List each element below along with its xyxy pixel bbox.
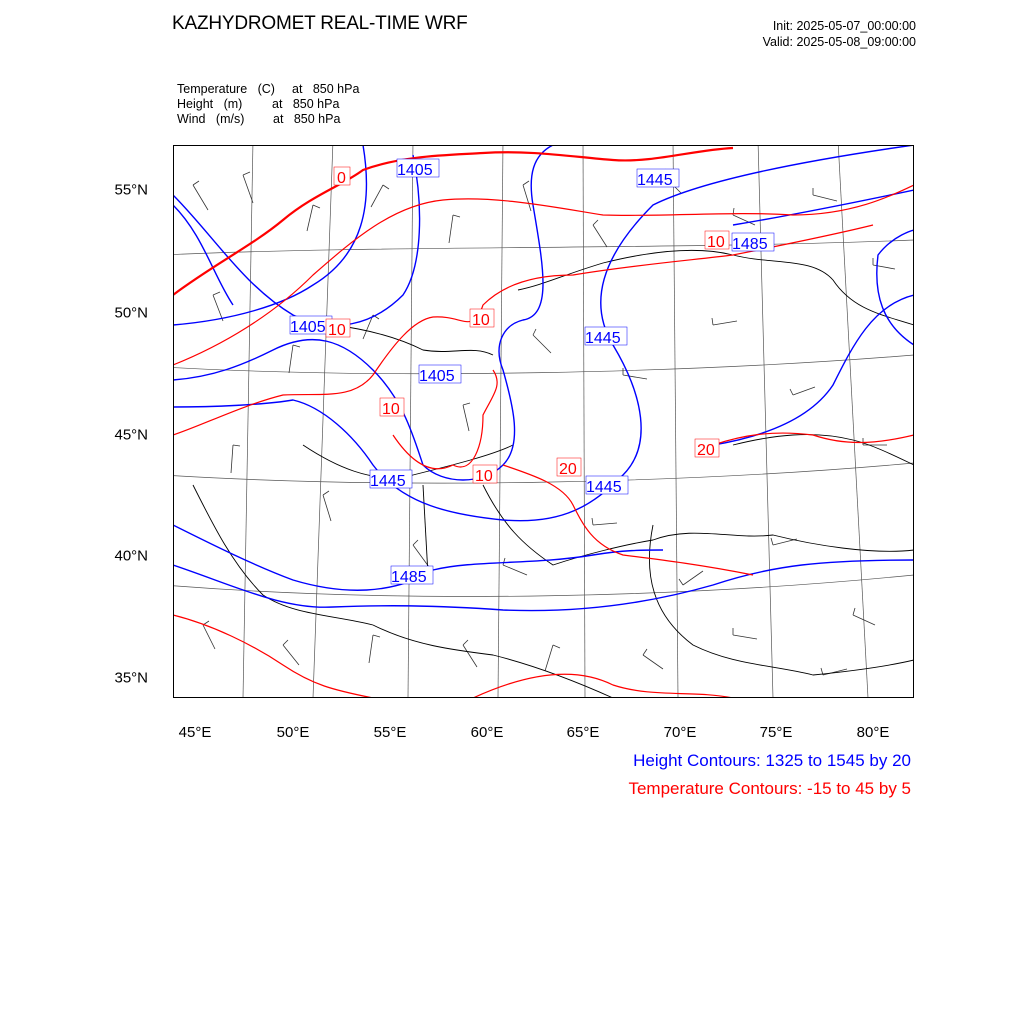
run-times [763, 18, 916, 50]
lat-label: 50°N [114, 304, 148, 322]
valid-time: Valid: 2025-05-08_09:00:00 [762, 35, 916, 49]
field-list [177, 82, 359, 127]
field-unit: (m) [223, 97, 243, 111]
field-name: Wind [177, 112, 206, 126]
lat-label: 35°N [114, 669, 148, 687]
map-frame [174, 146, 914, 698]
temperature-label: 20 [697, 442, 715, 459]
field-name: Temperature [177, 82, 248, 96]
temperature-label: 10 [475, 468, 493, 485]
height-label: 1445 [637, 172, 673, 189]
height-label: 1445 [370, 473, 406, 490]
height-contour-legend: Height Contours: 1325 to 1545 by 20 [633, 751, 911, 770]
temperature-label: 10 [707, 234, 725, 251]
temperature-label: 20 [559, 461, 577, 478]
lon-label: 45°E [178, 724, 212, 741]
temperature-contour-legend: Temperature Contours: -15 to 45 by 5 [628, 779, 911, 798]
height-label-text [290, 162, 768, 586]
temperature-label: 0 [337, 170, 346, 187]
lon-label: 70°E [663, 724, 697, 741]
temperature-label-text [328, 170, 725, 485]
field-level: at 850 hPa [292, 82, 360, 96]
temperature-label: 10 [328, 322, 346, 339]
init-time: Init: 2025-05-07_00:00:00 [772, 19, 916, 33]
map-panel [173, 145, 914, 698]
graticule [173, 145, 914, 698]
temperature-contours [173, 148, 914, 698]
height-label: 1405 [397, 162, 433, 179]
field-row-height [177, 97, 359, 112]
height-label: 1485 [732, 236, 768, 253]
lon-label: 50°E [276, 724, 310, 741]
lat-label: 40°N [114, 547, 148, 565]
chart-title: KAZHYDROMET REAL-TIME WRF [172, 13, 468, 34]
height-label: 1405 [290, 319, 326, 336]
field-level: at 850 hPa [272, 97, 340, 111]
field-unit: (C) [257, 82, 275, 96]
height-label: 1445 [585, 330, 621, 347]
field-level: at 850 hPa [273, 112, 341, 126]
field-row-temperature [177, 82, 359, 97]
lat-label: 45°N [114, 426, 148, 444]
field-row-wind [177, 112, 359, 127]
lon-label: 65°E [566, 724, 600, 741]
field-unit: (m/s) [215, 112, 245, 126]
height-label: 1405 [419, 368, 455, 385]
lon-label: 60°E [470, 724, 504, 741]
field-name: Height [177, 97, 214, 111]
temperature-label: 10 [472, 312, 490, 329]
height-label: 1445 [586, 479, 622, 496]
temperature-label: 10 [382, 401, 400, 418]
lat-label: 55°N [114, 181, 148, 199]
lon-label: 80°E [856, 724, 890, 741]
height-label: 1485 [391, 569, 427, 586]
lon-label: 55°E [373, 724, 407, 741]
lon-label: 75°E [759, 724, 793, 741]
